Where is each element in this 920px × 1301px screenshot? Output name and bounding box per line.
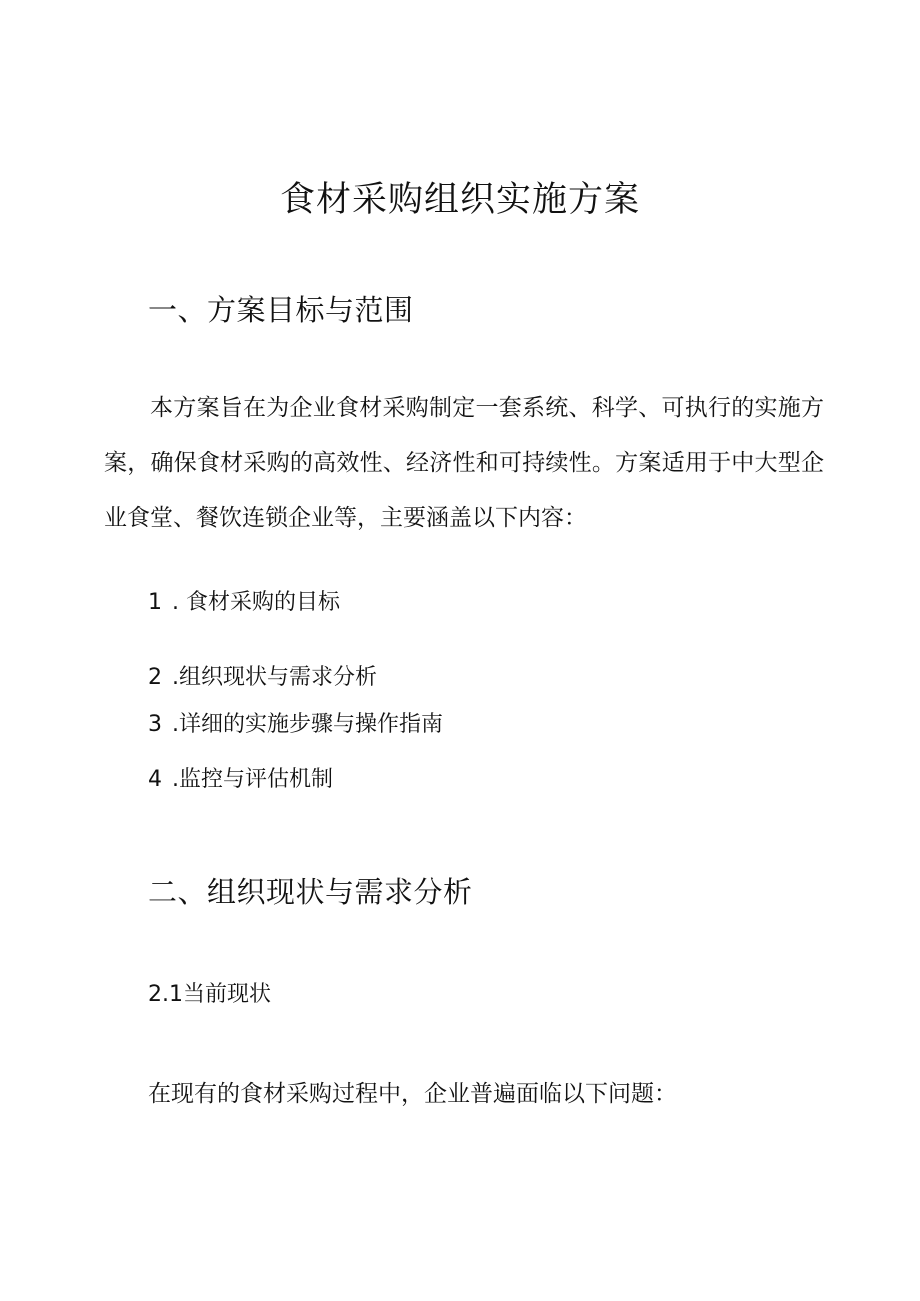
list-item-text: .监控与评估机制	[172, 767, 333, 792]
section-heading-goals-scope: 一、方案目标与范围	[148, 293, 414, 327]
list-item-number: 3	[148, 712, 162, 737]
list-item-text: .组织现状与需求分析	[172, 665, 377, 690]
status-paragraph: 在现有的食材采购过程中，企业普遍面临以下问题：	[148, 1081, 677, 1107]
list-item	[148, 709, 443, 741]
list-item-text: . 食材采购的目标	[172, 590, 340, 615]
document-title: 食材采购组织实施方案	[279, 180, 640, 220]
list-item	[148, 587, 340, 619]
subsection-heading-current-status: 2.1当前现状	[148, 982, 271, 1007]
intro-paragraph: 本方案旨在为企业食材采购制定一套系统、科学、可执行的实施方案，确保食材采购的高效性、经济性和可持续性。方案适用于中大型企业食堂、餐饮连锁企业等，主要涵盖以下内容：	[104, 395, 824, 531]
list-item-number: 2	[148, 665, 162, 690]
list-item-number: 1	[148, 590, 162, 615]
list-item	[148, 662, 377, 694]
list-item	[148, 764, 333, 796]
section-heading-status-analysis: 二、组织现状与需求分析	[148, 875, 473, 909]
list-item-number: 4	[148, 767, 162, 792]
list-item-text: .详细的实施步骤与操作指南	[172, 712, 443, 737]
